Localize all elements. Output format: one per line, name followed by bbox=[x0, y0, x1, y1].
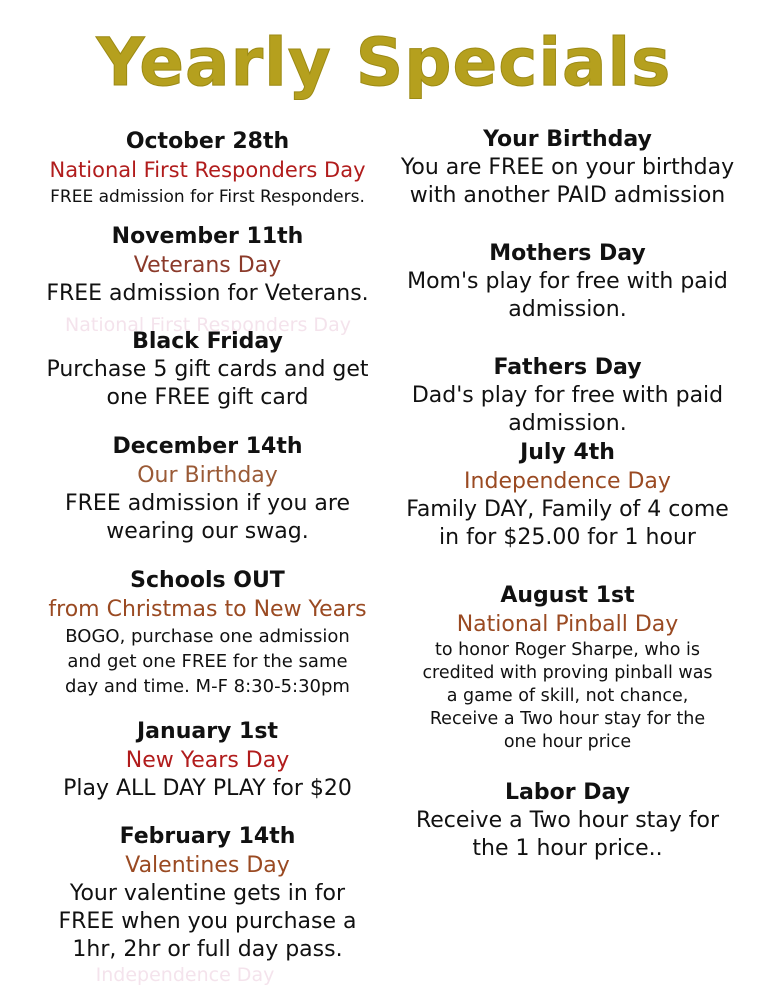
special-heading: Labor Day bbox=[504, 780, 630, 805]
special-heading: Your Birthday bbox=[483, 127, 652, 152]
special-description: the 1 hour price.. bbox=[472, 836, 663, 861]
special-heading: Fathers Day bbox=[493, 355, 642, 380]
special-description: credited with proving pinball was bbox=[422, 663, 713, 683]
special-description: one FREE gift card bbox=[106, 385, 309, 410]
special-description: Play ALL DAY PLAY for $20 bbox=[63, 776, 352, 801]
special-schools-out bbox=[30, 566, 385, 699]
special-description: Mom's play for free with paid bbox=[407, 269, 728, 294]
ghost-text: Independence Day bbox=[95, 964, 275, 986]
special-description: to honor Roger Sharpe, who is bbox=[435, 640, 700, 660]
special-description: FREE admission for Veterans. bbox=[46, 281, 369, 306]
special-description: and get one FREE for the same bbox=[67, 651, 348, 672]
special-description: FREE admission for First Responders. bbox=[50, 187, 365, 207]
special-description: Your valentine gets in for bbox=[69, 881, 346, 906]
special-october-28 bbox=[30, 127, 385, 209]
special-heading: Schools OUT bbox=[130, 568, 285, 593]
special-description: a game of skill, not chance, bbox=[446, 686, 689, 706]
special-name: Valentines Day bbox=[125, 853, 290, 878]
special-name: National First Responders Day bbox=[49, 158, 366, 182]
special-description: wearing our swag. bbox=[106, 519, 309, 544]
special-heading: February 14th bbox=[119, 824, 296, 849]
special-name: Veterans Day bbox=[133, 253, 282, 278]
special-mothers-day bbox=[385, 239, 750, 324]
special-description: Family DAY, Family of 4 come bbox=[406, 497, 729, 522]
special-description: Dad's play for free with paid bbox=[411, 383, 724, 408]
special-heading: October 28th bbox=[125, 129, 290, 154]
special-heading: November 11th bbox=[111, 224, 304, 249]
special-july-4 bbox=[385, 438, 750, 552]
special-description: FREE when you purchase a bbox=[58, 909, 357, 934]
special-name: from Christmas to New Years bbox=[48, 597, 367, 622]
special-name: Independence Day bbox=[464, 469, 671, 494]
special-february-14 bbox=[30, 822, 385, 964]
ghost-text: National First Responders Day bbox=[65, 314, 351, 336]
special-description: Receive a Two hour stay for the bbox=[429, 709, 706, 729]
special-heading: Mothers Day bbox=[489, 241, 646, 266]
special-labor-day bbox=[385, 778, 750, 863]
special-heading: January 1st bbox=[137, 719, 278, 744]
special-description: admission. bbox=[508, 297, 627, 322]
special-heading: December 14th bbox=[112, 434, 303, 459]
special-heading: July 4th bbox=[520, 440, 615, 465]
special-description: day and time. M-F 8:30-5:30pm bbox=[65, 676, 350, 697]
special-name: New Years Day bbox=[125, 748, 290, 773]
special-name: National Pinball Day bbox=[456, 612, 679, 637]
special-description: Receive a Two hour stay for bbox=[415, 808, 720, 833]
special-description: admission. bbox=[508, 411, 627, 436]
special-description: one hour price bbox=[503, 732, 632, 752]
special-name: Our Birthday bbox=[137, 463, 278, 488]
special-description: BOGO, purchase one admission bbox=[65, 626, 350, 647]
special-december-14 bbox=[30, 432, 385, 546]
special-january-1 bbox=[30, 717, 385, 803]
special-heading: August 1st bbox=[500, 583, 635, 608]
special-description: with another PAID admission bbox=[409, 183, 726, 208]
special-description: 1hr, 2hr or full day pass. bbox=[72, 937, 343, 962]
special-black-friday bbox=[30, 327, 385, 412]
special-description: FREE admission if you are bbox=[64, 491, 350, 516]
page-title: Yearly Specials bbox=[96, 24, 672, 101]
special-description: You are FREE on your birthday bbox=[400, 155, 735, 180]
special-august-1 bbox=[385, 581, 750, 754]
special-november-11 bbox=[30, 222, 385, 308]
special-description: Purchase 5 gift cards and get bbox=[46, 357, 369, 382]
special-description: in for $25.00 for 1 hour bbox=[439, 525, 696, 550]
special-fathers-day bbox=[385, 353, 750, 438]
special-your-birthday bbox=[385, 125, 750, 210]
special-heading: Black Friday bbox=[132, 329, 283, 354]
